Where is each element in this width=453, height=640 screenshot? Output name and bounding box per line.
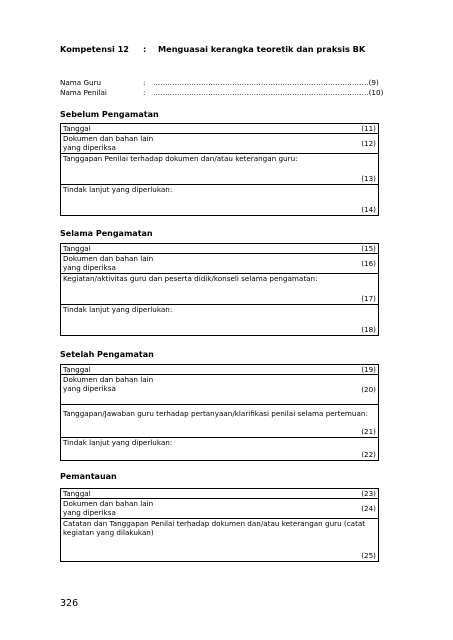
form-table-during [60,243,379,336]
date-row [61,244,379,254]
section-title-before: Sebelum Pengamatan [60,110,159,119]
date-label: Tanggal [63,365,91,374]
assessor-name-label: Nama Penilai [60,88,107,97]
section-title-monitoring: Pemantauan [60,472,117,481]
teacher-name-colon: : [143,78,146,87]
page-number: 326 [60,598,79,609]
form-table-monitoring [60,488,379,562]
field-number: (14) [361,205,376,214]
documents-value [220,499,379,519]
section-title-during: Selama Pengamatan [60,229,153,238]
box-label: Catatan dan Tanggapan Penilai terhadap dokumen dan/atau keterangan guru (catat kegiatan yang dilakukan) [63,519,366,537]
box-label: Tanggapan/Jawaban guru terhadap pertanyaan/klarifikasi penilai selama pertemuan: [63,409,368,418]
box-label: Kegiatan/aktivitas guru dan peserta didik/konseli selama pengamatan: [63,274,318,283]
field-number: (16) [361,259,376,268]
form-table-before [60,123,379,216]
documents-value [220,375,379,405]
field-number: (11) [361,124,376,133]
documents-label [61,134,220,154]
form-table-after [60,364,379,461]
competency-colon: : [143,44,147,54]
field-number: (25) [361,551,376,560]
date-label: Tanggal [63,124,91,133]
documents-label-line1: Dokumen dan bahan lain [63,254,154,263]
box-label: Tindak lanjut yang diperlukan: [63,305,173,314]
box-label: Tanggapan Penilai terhadap dokumen dan/atau keterangan guru: [63,154,298,163]
follow-up-box [61,438,379,461]
follow-up-box [61,185,379,216]
activities-box [61,274,379,305]
documents-label [61,375,220,405]
assessor-name-colon: : [143,88,146,97]
date-label: Tanggal [63,244,91,253]
teacher-name-field: ………………………………………………………………………………(9) [153,78,379,87]
field-number: (15) [361,244,376,253]
documents-label [61,254,220,274]
notes-box [61,519,379,562]
section-title-after: Setelah Pengamatan [60,350,154,359]
field-number: (22) [361,450,376,459]
documents-label-line1: Dokumen dan bahan lain [63,375,154,384]
documents-label-line2: yang diperiksa [63,508,116,517]
documents-label-line1: Dokumen dan bahan lain [63,499,154,508]
field-number: (18) [361,325,376,334]
documents-label-line2: yang diperiksa [63,384,116,393]
field-number: (17) [361,294,376,303]
documents-label [61,499,220,519]
field-number: (24) [361,504,376,513]
follow-up-box [61,305,379,336]
field-number: (12) [361,139,376,148]
box-label: Tindak lanjut yang diperlukan: [63,438,173,447]
assessor-name-field: ………………………………………………………………………………(10) [153,88,384,97]
documents-value [220,134,379,154]
competency-label: Kompetensi 12 [60,44,129,54]
documents-value [220,254,379,274]
date-row [61,489,379,499]
date-label: Tanggal [63,489,91,498]
field-number: (21) [361,427,376,436]
date-row [61,124,379,134]
field-number: (23) [361,489,376,498]
field-number: (13) [361,174,376,183]
competency-title: Menguasai kerangka teoretik dan praksis BK [158,44,366,54]
date-row [61,365,379,375]
documents-label-line1: Dokumen dan bahan lain [63,134,154,143]
assessor-response-box [61,154,379,185]
documents-label-line2: yang diperiksa [63,263,116,272]
box-label: Tindak lanjut yang diperlukan: [63,185,173,194]
teacher-name-label: Nama Guru [60,78,102,87]
field-number: (20) [361,385,376,394]
teacher-answer-box [61,405,379,438]
field-number: (19) [361,365,376,374]
documents-label-line2: yang diperiksa [63,143,116,152]
